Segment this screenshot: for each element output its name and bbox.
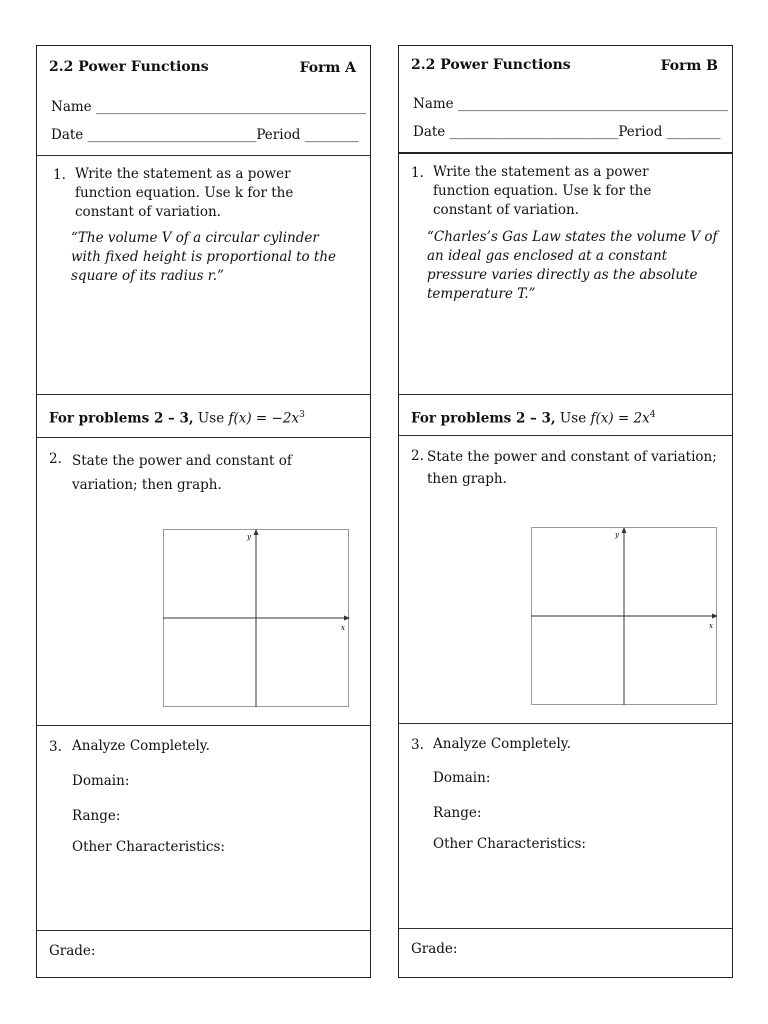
worksheet-form-b xyxy=(398,45,733,978)
date-period-field xyxy=(51,127,359,143)
date-period-field xyxy=(413,124,721,140)
problems-instruction xyxy=(49,406,305,429)
x-axis-arrow xyxy=(344,616,350,621)
q1-number: 1. xyxy=(53,167,66,183)
graph-grid[interactable] xyxy=(163,529,351,709)
q3-text: Analyze Completely. xyxy=(72,738,210,754)
function-exponent: 4 xyxy=(649,410,656,420)
worksheet-form-a xyxy=(36,45,371,978)
divider xyxy=(37,437,370,438)
divider xyxy=(37,725,370,726)
x-axis-arrow xyxy=(712,614,718,619)
problems-use: Use xyxy=(555,410,591,427)
range-label: Range: xyxy=(433,805,482,821)
worksheet-title: 2.2 Power Functions xyxy=(49,59,209,75)
grade-label: Grade: xyxy=(411,941,458,957)
q2-text: State the power and constant of variation; then graph. xyxy=(72,453,292,493)
graph-grid[interactable] xyxy=(531,527,719,707)
q1-quote: “Charles’s Gas Law states the volume V of an ideal gas enclosed at a constant pressure varies directly as the absolute temperature T.” xyxy=(427,229,718,302)
other-characteristics-label: Other Characteristics: xyxy=(433,836,586,852)
function-expression: f(x) = 2x xyxy=(590,410,650,427)
q3-text: Analyze Completely. xyxy=(433,736,571,752)
domain-label: Domain: xyxy=(72,773,130,789)
problems-instruction xyxy=(411,406,655,429)
q1-quote: “The volume V of a circular cylinder with fixed height is proportional to the square of its radius r.” xyxy=(71,230,337,284)
q2-text: State the power and constant of variation; then graph. xyxy=(427,449,717,487)
q2-number: 2. xyxy=(411,448,424,464)
x-axis-label: x xyxy=(341,624,345,632)
problems-prefix: For problems 2 – 3, xyxy=(411,410,556,427)
worksheet-title: 2.2 Power Functions xyxy=(411,57,571,73)
q1-number: 1. xyxy=(411,165,424,181)
q2-number: 2. xyxy=(49,451,62,467)
problems-use: Use xyxy=(193,410,229,427)
divider xyxy=(399,435,732,436)
range-label: Range: xyxy=(72,808,121,824)
domain-label: Domain: xyxy=(433,770,491,786)
divider xyxy=(399,394,732,395)
form-label: Form B xyxy=(660,58,718,74)
divider xyxy=(399,928,732,929)
y-axis-label: y xyxy=(247,533,251,541)
divider xyxy=(37,155,370,156)
q3-number: 3. xyxy=(411,737,424,753)
q1-text: Write the statement as a power function equation. Use k for the constant of variation. xyxy=(433,164,652,218)
period-field: Period ________ xyxy=(256,127,359,143)
grade-label: Grade: xyxy=(49,943,96,959)
name-field: Name ________________________________________ xyxy=(413,96,728,112)
other-characteristics-label: Other Characteristics: xyxy=(72,839,225,855)
name-field: Name ________________________________________ xyxy=(51,99,366,115)
q1-text: Write the statement as a power function equation. Use k for the constant of variation. xyxy=(75,166,294,220)
period-field: Period ________ xyxy=(618,124,721,140)
function-expression: f(x) = −2x xyxy=(228,410,300,427)
divider xyxy=(37,394,370,395)
problems-prefix: For problems 2 – 3, xyxy=(49,410,194,427)
form-label: Form A xyxy=(299,60,356,76)
function-exponent: 3 xyxy=(299,410,305,420)
divider xyxy=(399,723,732,724)
y-axis-label: y xyxy=(615,531,619,539)
date-field: Date _________________________ xyxy=(51,127,257,143)
divider xyxy=(399,152,732,154)
q3-number: 3. xyxy=(49,739,62,755)
date-field: Date _________________________ xyxy=(413,124,619,140)
x-axis-label: x xyxy=(709,622,713,630)
divider xyxy=(37,930,370,931)
